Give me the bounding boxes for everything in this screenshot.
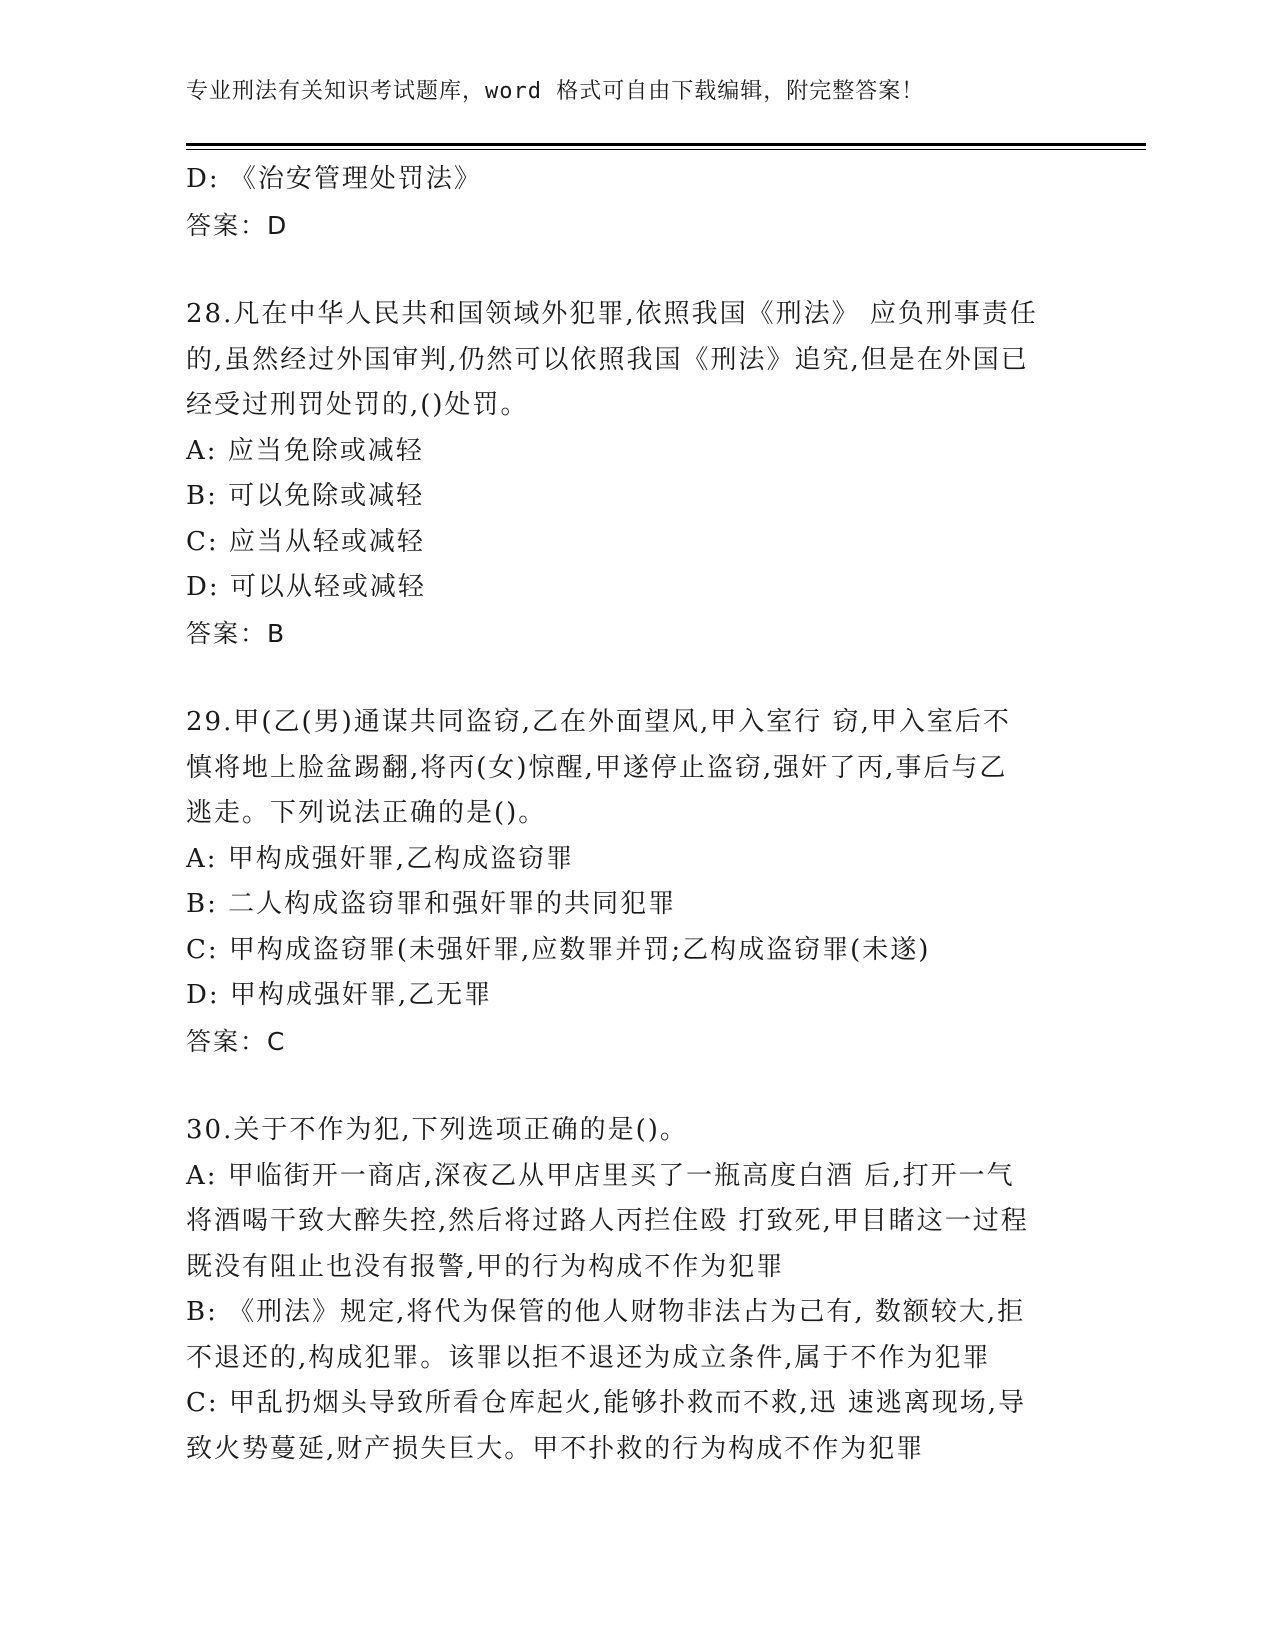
question-stem: 28.凡在中华人民共和国领域外犯罪,依照我国《刑法》 应负刑事责任: [186, 299, 1038, 329]
question-28: [186, 292, 1076, 656]
option-c: C: 甲乱扔烟头导致所看仓库起火,能够扑救而不救,迅 速逃离现场,导: [186, 1388, 1026, 1418]
spacer: [186, 656, 1076, 700]
page-header: 专业刑法有关知识考试题库，word 格式可自由下载编辑，附完整答案！: [186, 79, 925, 104]
option-a: A: 甲临街开一商店,深夜乙从甲店里买了一瓶高度白酒 后,打开一气: [186, 1160, 1015, 1191]
question-stem: 经受过刑罚处罚的,()处罚。: [186, 390, 529, 420]
question-stem: 逃走。下列说法正确的是()。: [186, 798, 547, 828]
question-30: [186, 1108, 1076, 1472]
document-body: [186, 157, 1076, 1472]
option-a: A: 应当免除或减轻: [186, 435, 424, 466]
question-stem: 的,虽然经过外国审判,仍然可以依照我国《刑法》追究,但是在外国已: [186, 344, 1029, 375]
question-stem: 29.甲(乙(男)通谋共同盗窃,乙在外面望风,甲入室行 窃,甲入室后不: [186, 707, 1011, 737]
option-c: 致火势蔓延,财产损失巨大。甲不扑救的行为构成不作为犯罪: [186, 1433, 925, 1464]
option-d: D: 可以从轻或减轻: [186, 572, 426, 602]
answer-line: 答案：B: [186, 618, 287, 648]
option-a: A: 甲构成强奸罪,乙构成盗窃罪: [186, 843, 575, 874]
option-a: 将酒喝干致大醉失控,然后将过路人丙拦住殴 打致死,甲目睹这一过程: [186, 1206, 1029, 1236]
option-d: D: 《治安管理处罚法》: [186, 164, 482, 194]
question-29: [186, 700, 1076, 1064]
answer-line: 答案：D: [186, 210, 289, 240]
spacer: [186, 1064, 1076, 1108]
header-rule-thick: [186, 143, 1146, 146]
option-b: B: 可以免除或减轻: [186, 481, 425, 511]
option-b: B: 二人构成盗窃罪和强奸罪的共同犯罪: [186, 889, 677, 919]
answer-line: 答案：C: [186, 1026, 287, 1056]
question-stem: 慎将地上脸盆踢翻,将丙(女)惊醒,甲遂停止盗窃,强奸了丙,事后与乙: [186, 752, 1008, 783]
option-b: 不退还的,构成犯罪。该罪以拒不退还为成立条件,属于不作为犯罪: [186, 1342, 991, 1373]
question-stem: 30.关于不作为犯,下列选项正确的是()。: [186, 1115, 688, 1145]
option-c: C: 甲构成盗窃罪(未强奸罪,应数罪并罚;乙构成盗窃罪(未遂): [186, 934, 931, 965]
option-d: D: 甲构成强奸罪,乙无罪: [186, 980, 493, 1010]
option-c: C: 应当从轻或减轻: [186, 526, 425, 557]
option-a: 既没有阻止也没有报警,甲的行为构成不作为犯罪: [186, 1251, 785, 1282]
header-rule-thin: [186, 149, 1146, 150]
option-b: B: 《刑法》规定,将代为保管的他人财物非法占为己有, 数额较大,拒: [186, 1297, 1026, 1327]
spacer: [186, 248, 1076, 292]
